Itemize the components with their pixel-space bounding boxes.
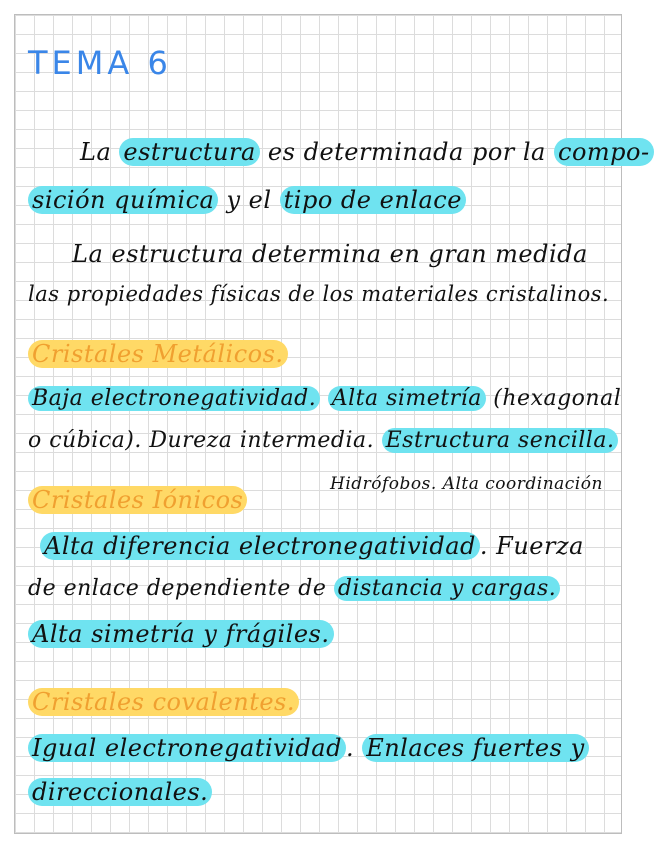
section-heading-ionic: [28, 486, 247, 514]
highlight-symmetry-fragile: Alta simetría y frágiles.: [28, 620, 334, 648]
highlight-strong-bonds: Enlaces fuertes y: [362, 734, 588, 762]
covalent-line-1: [28, 734, 589, 762]
highlight-simple-structure: Estructura sencilla.: [382, 428, 619, 453]
page-title: TEMA 6: [28, 44, 172, 82]
ionic-line-3: [28, 620, 334, 648]
section-heading-covalent: [28, 688, 299, 716]
text-segment: [320, 386, 328, 411]
highlight-structure: estructura: [119, 138, 259, 166]
highlight-electronegativity-difference: Alta diferencia electronegatividad: [40, 532, 480, 560]
metallic-line-2: [28, 428, 618, 453]
paragraph-1-line-2: [28, 186, 466, 214]
highlight-bond-type: tipo de enlace: [280, 186, 466, 214]
highlight-low-electronegativity: Baja electronegatividad.: [28, 386, 320, 411]
text-segment: es determinada por la: [259, 138, 554, 166]
paragraph-1-line-1: [80, 138, 654, 166]
heading-highlight: Cristales Metálicos.: [28, 340, 288, 368]
ionic-line-2: [28, 576, 560, 601]
section-heading-metallic: [28, 340, 288, 368]
paragraph-2-line-1: La estructura determina en gran medida: [72, 240, 588, 268]
highlight-distance-charges: distancia y cargas.: [334, 576, 560, 601]
highlight-chemical-composition: sición química: [28, 186, 218, 214]
text-segment: y el: [218, 186, 280, 214]
text-segment: .: [345, 734, 363, 762]
text-segment: (hexagonal: [485, 386, 622, 411]
heading-highlight: Cristales Iónicos: [28, 486, 247, 514]
covalent-line-2: [28, 778, 212, 806]
text-segment: de enlace dependiente de: [28, 576, 334, 601]
heading-highlight: Cristales covalentes.: [28, 688, 299, 716]
metallic-line-3: Hidrófobos. Alta coordinación: [330, 474, 603, 494]
text-segment: La: [80, 138, 120, 166]
ionic-line-1: [40, 532, 584, 560]
metallic-line-1: [28, 386, 621, 411]
highlight-equal-electronegativity: Igual electronegatividad: [28, 734, 346, 762]
paragraph-2-line-2: las propiedades físicas de los materiales cristalinos.: [28, 282, 610, 306]
text-segment: o cúbica). Dureza intermedia.: [28, 428, 382, 453]
highlight-composition: compo-: [554, 138, 654, 166]
text-segment: . Fuerza: [479, 532, 584, 560]
highlight-high-symmetry: Alta simetría: [328, 386, 486, 411]
highlight-directional: direccionales.: [28, 778, 212, 806]
